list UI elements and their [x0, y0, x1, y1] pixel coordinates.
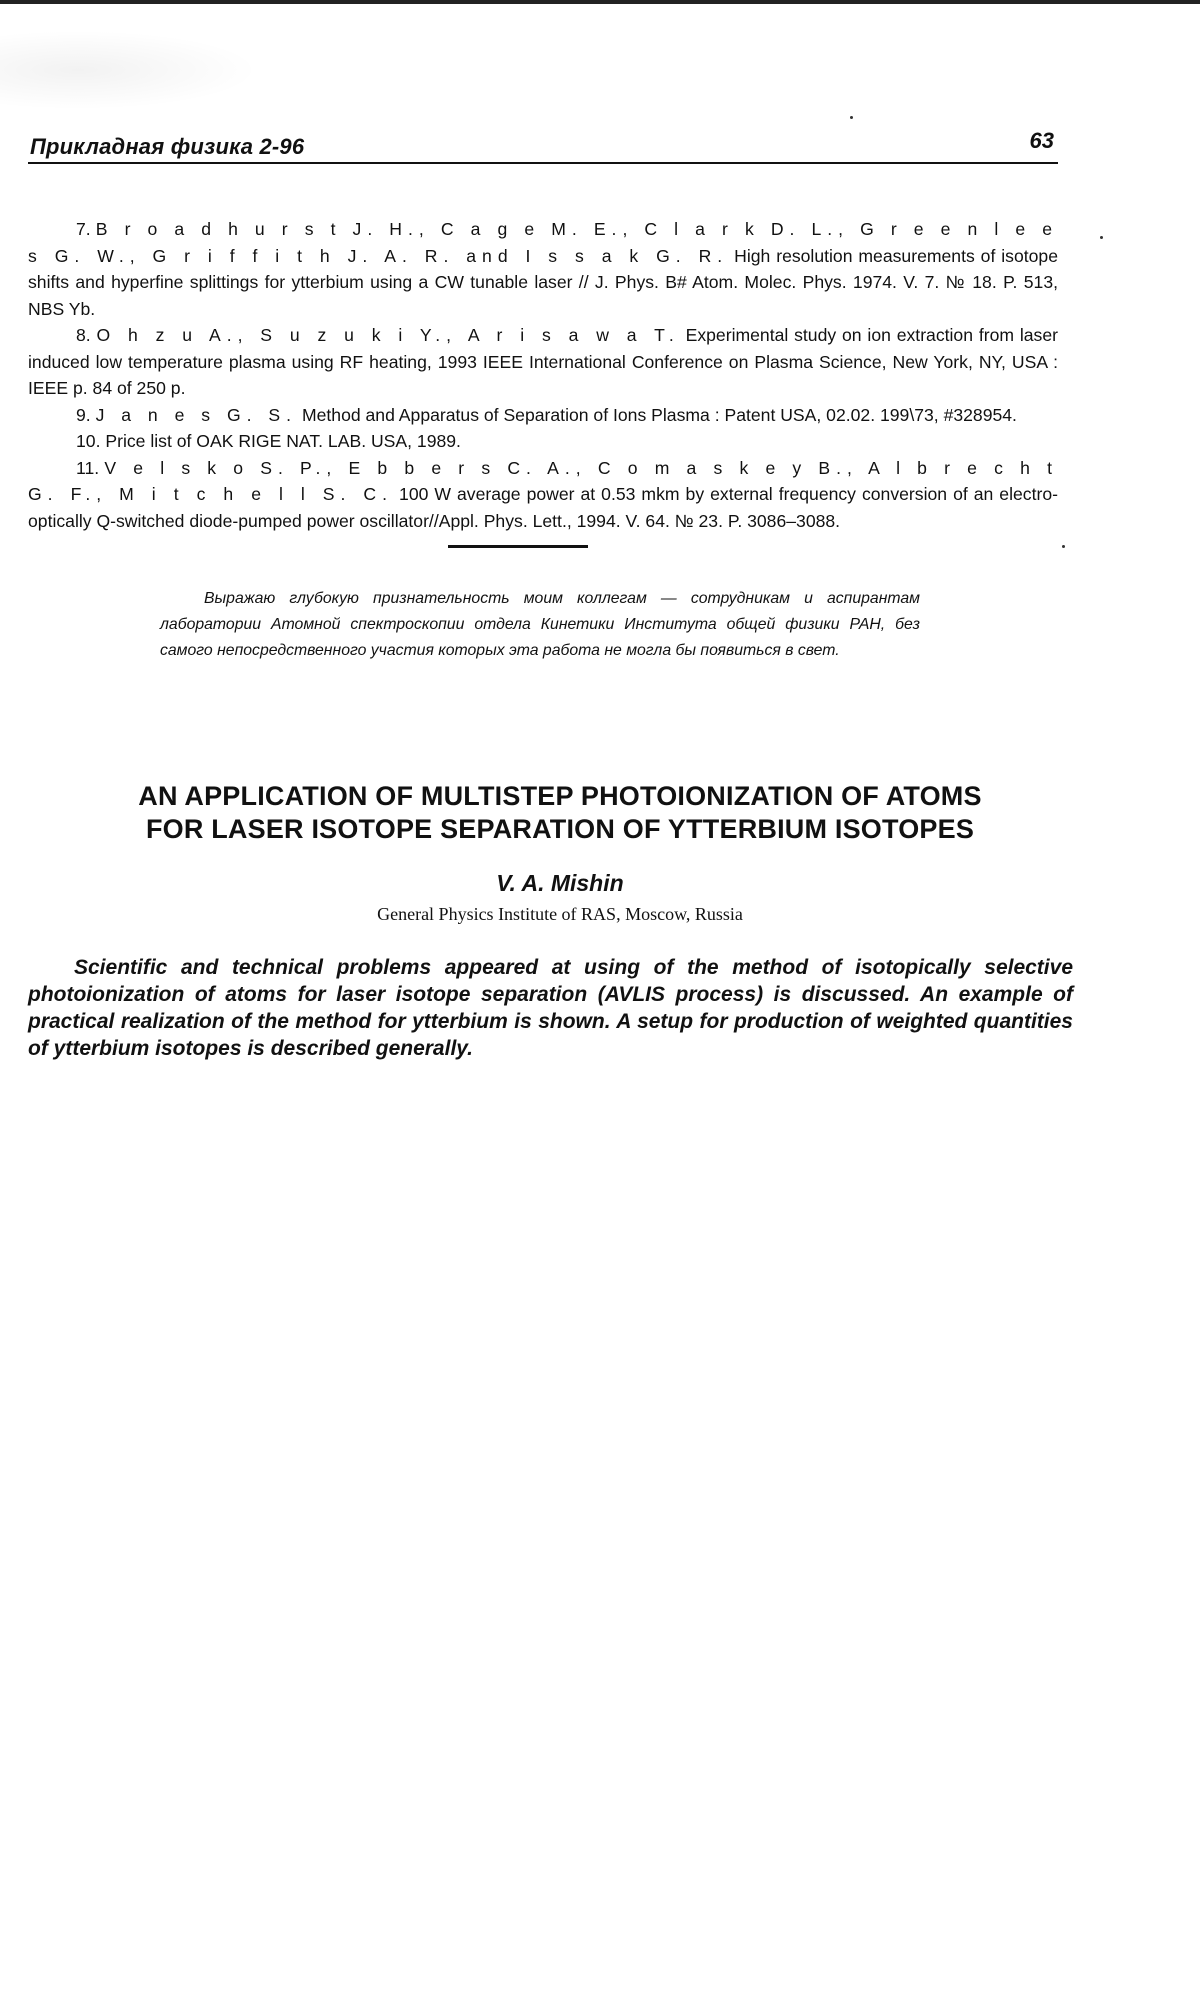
reference-number: 7. — [76, 219, 91, 239]
author-name: V. A. Mishin — [496, 870, 624, 896]
reference-list — [28, 216, 1058, 534]
reference-text: High resolution measurements of isotope shifts and hyperfine splittings for ytterbium using a CW tunable laser // J. Phys. B# Atom. Molec. Phys. 1974. V. 7. № 18. P. 513, NBS Yb. — [28, 245, 1058, 319]
reference-item — [28, 322, 1058, 402]
reference-number: 9. — [76, 404, 91, 425]
reference-number: 8. — [76, 325, 91, 345]
scan-speck — [1100, 236, 1103, 239]
reference-authors: J a n e s G. S. — [95, 404, 298, 425]
abstract: Scientific and technical problems appeared at using of the method of isotopically selective photoionization of atoms for laser isotope separation (AVLIS process) is discussed. An example of practical realization of the method for ytterbium is shown. A setup for production of weighted quantities of ytterbium isotopes is described generally. — [28, 956, 1073, 1060]
paper-title — [40, 780, 1080, 846]
author-affiliation: General Physics Institute of RAS, Moscow, Russia — [377, 904, 743, 924]
section-divider — [448, 545, 588, 548]
reference-number: 10. — [76, 431, 101, 451]
reference-number: 11. — [76, 457, 100, 478]
reference-authors: B r o a d h u r s t J. H., C a g e M. E., C l a r k D. L., G r e e n l e e s G. W., G r i f f i t h J. A. R. and I s s a k G. R. — [28, 219, 1058, 266]
title-line: AN APPLICATION OF MULTISTEP PHOTOIONIZATION OF ATOMS — [138, 781, 982, 811]
reference-text: 100 W average power at 0.53 mkm by external frequency conversion of an electro-optically Q-switched diode-pumped power oscillator//Appl. Phys. Lett., 1994. V. 64. № 23. P. 3086–3088. — [28, 484, 1058, 531]
title-line: FOR LASER ISOTOPE SEPARATION OF YTTERBIUM ISOTOPES — [145, 814, 975, 844]
scan-smudge — [0, 30, 260, 110]
reference-text: Experimental study on ion extraction from laser induced low temperature plasma using RF heating, 1993 IEEE International Conference on Plasma Science, New York, NY, USA : IEEE p. 84 of 250 p. — [28, 325, 1058, 398]
page-number: 63 — [1029, 128, 1054, 153]
reference-item — [28, 428, 1058, 455]
reference-authors: O h z u A., S u z u k i Y., A r i s a w a T. — [96, 325, 680, 345]
scan-speck — [1062, 545, 1065, 548]
scan-speck — [850, 116, 853, 119]
reference-text: Method and Apparatus of Separation of Ions Plasma : Patent USA, 02.02. 199\73, #328954. — [297, 404, 1017, 425]
reference-item — [28, 216, 1058, 322]
acknowledgement: Выражаю глубокую признательность моим коллегам — сотрудникам и аспирантам лаборатории Атомной спектроскопии отдела Кинетики Института общей физики РАН, без самого непосредственного участия которых эта работа не могла бы появиться в свет. — [160, 590, 920, 659]
scan-top-border — [0, 0, 1200, 4]
reference-item — [28, 402, 1058, 429]
reference-text: Price list of OAK RIGE NAT. LAB. USA, 1989. — [105, 431, 461, 451]
journal-title: Прикладная физика 2-96 — [30, 134, 305, 159]
reference-item — [28, 455, 1058, 535]
reference-authors: V e l s k o S. P., E b b e r s C. A., C o m a s k e y B., A l b r e c h t G. F., M i t c h e l l S. C. — [28, 457, 1058, 504]
running-header — [28, 128, 1058, 164]
